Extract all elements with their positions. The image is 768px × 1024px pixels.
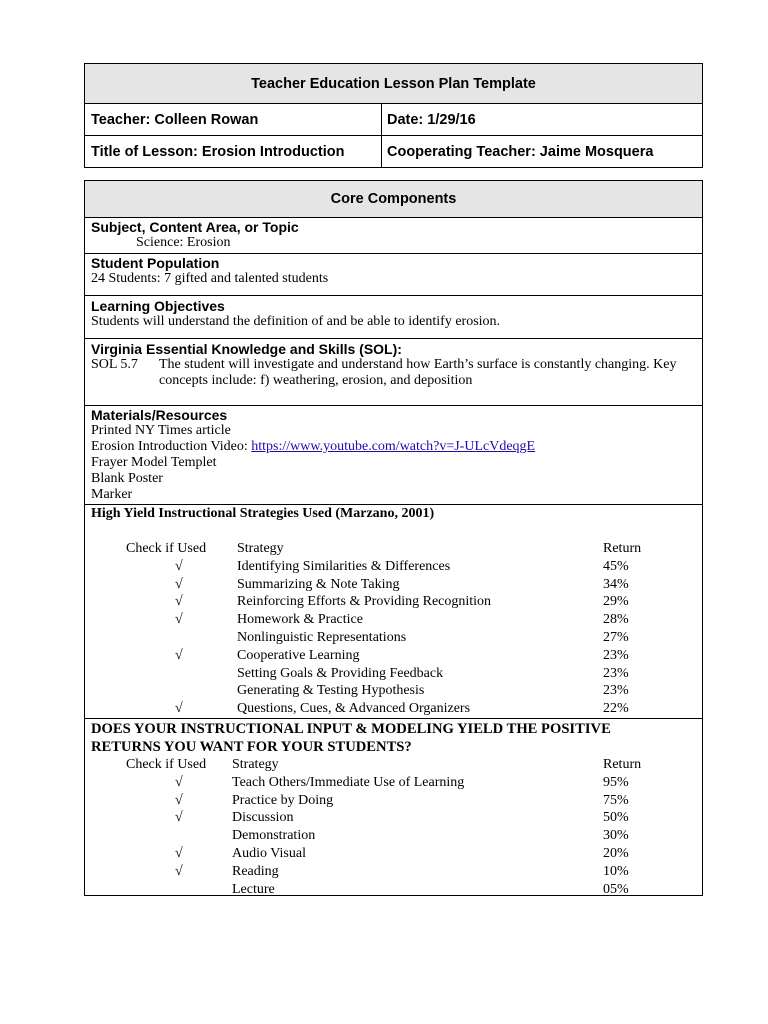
info-row-1 — [85, 104, 702, 136]
strategy-row — [91, 845, 696, 863]
high-yield-label: High Yield Instructional Strategies Used (Marzano, 2001) — [91, 506, 435, 521]
check-mark: √ — [175, 558, 183, 574]
core-components-table — [84, 180, 703, 896]
col-strategy-header: Strategy — [237, 541, 284, 556]
info-row-2 — [85, 136, 702, 167]
return-value: 34% — [603, 576, 629, 592]
strategy-name: Setting Goals & Providing Feedback — [237, 665, 444, 681]
sol-text: The student will investigate and understand how Earth’s surface is constantly changing. Key concepts include: f) weathering, erosion, and deposition — [159, 357, 677, 388]
strategy-name: Generating & Testing Hypothesis — [237, 683, 425, 699]
objectives-label: Learning Objectives — [91, 298, 225, 314]
subject-value: Science: Erosion — [136, 235, 231, 250]
strategy-row — [91, 700, 696, 718]
check-mark: √ — [175, 792, 183, 808]
return-value: 10% — [603, 863, 629, 879]
strategy-row — [91, 647, 696, 665]
col-return-header: Return — [603, 541, 642, 556]
strategy-row — [91, 558, 696, 576]
return-value: 20% — [603, 845, 629, 861]
return-value: 23% — [603, 647, 629, 663]
core-components-title: Core Components — [85, 181, 702, 218]
return-value: 29% — [603, 594, 629, 610]
strategy-row — [91, 611, 696, 629]
high-yield-header-row — [91, 540, 696, 558]
strategy-row — [91, 827, 696, 845]
material-video — [91, 439, 696, 455]
high-yield-section — [85, 505, 702, 719]
population-value: 24 Students: 7 gifted and talented students — [91, 271, 329, 286]
materials-label: Materials/Resources — [91, 407, 228, 423]
strategy-name: Audio Visual — [232, 845, 306, 861]
check-mark: √ — [175, 701, 183, 717]
strategy-name: Summarizing & Note Taking — [237, 576, 400, 592]
strategy-name: Discussion — [232, 810, 294, 826]
return-value: 75% — [603, 792, 629, 808]
strategy-row — [91, 682, 696, 700]
check-mark: √ — [175, 863, 183, 879]
sol-section — [85, 339, 702, 406]
strategy-name: Teach Others/Immediate Use of Learning — [232, 774, 465, 790]
strategy-name: Identifying Similarities & Differences — [237, 558, 451, 574]
col-check-header: Check if Used — [126, 541, 207, 556]
check-mark: √ — [175, 845, 183, 861]
strategy-name: Practice by Doing — [232, 792, 334, 808]
material-item: Printed NY Times article — [91, 423, 231, 438]
video-prefix: Erosion Introduction Video: — [91, 439, 252, 454]
material-item: Marker — [91, 487, 133, 502]
strategy-name: Reading — [232, 863, 279, 879]
check-mark: √ — [175, 576, 183, 592]
cooperating-teacher-cell: Cooperating Teacher: Jaime Mosquera — [387, 143, 654, 160]
strategy-name: Nonlinguistic Representations — [237, 629, 407, 645]
check-mark: √ — [175, 594, 183, 610]
return-value: 23% — [603, 665, 629, 681]
return-value: 05% — [603, 881, 629, 897]
strategy-name: Reinforcing Efforts & Providing Recognition — [237, 594, 492, 610]
input-question-line-1: DOES YOUR INSTRUCTIONAL INPUT & MODELING YIELD THE POSITIVE — [91, 721, 611, 737]
strategy-name: Lecture — [232, 881, 275, 897]
strategy-row — [91, 665, 696, 683]
strategy-row — [91, 792, 696, 810]
col-return-header: Return — [603, 757, 642, 772]
strategy-name: Questions, Cues, & Advanced Organizers — [237, 701, 471, 717]
check-mark: √ — [175, 647, 183, 663]
col-check-header: Check if Used — [126, 757, 207, 772]
strategy-row — [91, 774, 696, 792]
high-yield-table — [91, 540, 696, 718]
return-value: 23% — [603, 683, 629, 699]
material-item: Frayer Model Templet — [91, 455, 217, 470]
return-value: 95% — [603, 774, 629, 790]
sol-code: SOL 5.7 — [91, 357, 138, 372]
sol-label: Virginia Essential Knowledge and Skills (SOL): — [91, 341, 402, 357]
input-question-line-2: RETURNS YOU WANT FOR YOUR STUDENTS? — [91, 739, 412, 755]
col-strategy-header: Strategy — [232, 757, 279, 772]
input-header-row — [91, 756, 696, 774]
population-section — [85, 254, 702, 296]
strategy-row — [91, 629, 696, 647]
check-mark: √ — [175, 612, 183, 628]
subject-label: Subject, Content Area, or Topic — [91, 219, 299, 235]
strategy-name: Demonstration — [232, 828, 316, 844]
return-value: 28% — [603, 612, 629, 628]
check-mark: √ — [175, 774, 183, 790]
objectives-section — [85, 296, 702, 339]
lesson-info-table — [84, 63, 703, 168]
materials-section — [85, 406, 702, 505]
strategy-row — [91, 863, 696, 881]
subject-section — [85, 218, 702, 254]
return-value: 27% — [603, 629, 629, 645]
template-title: Teacher Education Lesson Plan Template — [85, 64, 702, 104]
return-value: 22% — [603, 701, 629, 717]
strategy-row — [91, 881, 696, 899]
objectives-value: Students will understand the definition of and be able to identify erosion. — [91, 314, 501, 329]
return-value: 45% — [603, 558, 629, 574]
input-table — [91, 756, 696, 898]
video-link[interactable]: https://www.youtube.com/watch?v=J-ULcVdeqgE — [251, 439, 536, 454]
teacher-cell: Teacher: Colleen Rowan — [85, 104, 382, 135]
strategy-row — [91, 593, 696, 611]
return-value: 30% — [603, 828, 629, 844]
input-section — [85, 719, 702, 895]
population-label: Student Population — [91, 255, 220, 271]
material-item: Blank Poster — [91, 471, 163, 486]
sol-row — [91, 357, 696, 389]
strategy-row — [91, 576, 696, 594]
check-mark: √ — [175, 810, 183, 826]
strategy-name: Homework & Practice — [237, 612, 363, 628]
date-cell: Date: 1/29/16 — [387, 111, 476, 128]
strategy-row — [91, 809, 696, 827]
lesson-title-cell: Title of Lesson: Erosion Introduction — [85, 136, 382, 167]
return-value: 50% — [603, 810, 629, 826]
strategy-name: Cooperative Learning — [237, 647, 360, 663]
